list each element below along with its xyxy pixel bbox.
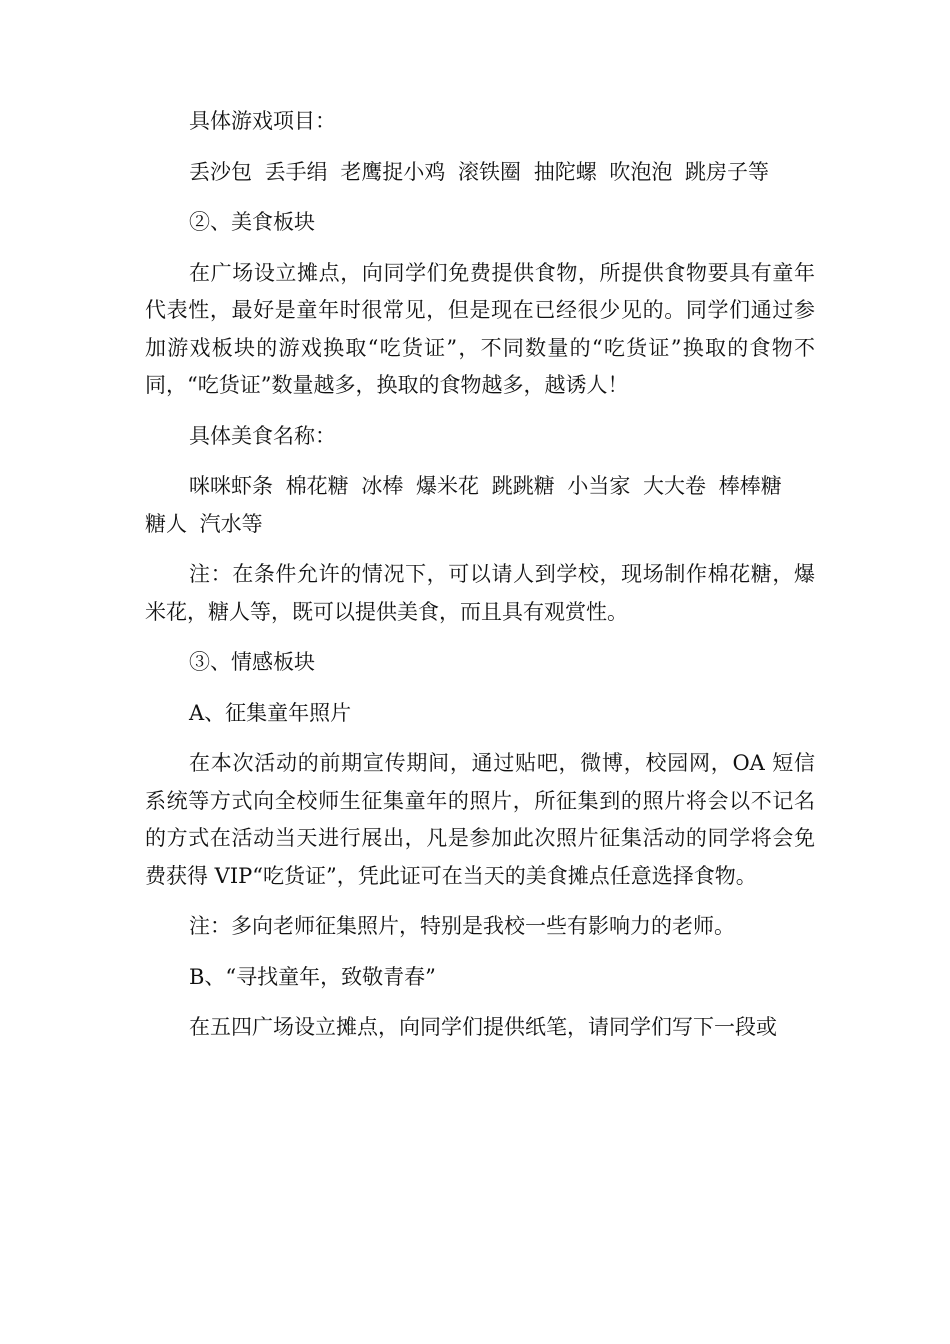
emotion-section-heading: ③、情感板块 — [189, 650, 315, 674]
youth-tribute-heading: B、“寻找童年，致敬青春” — [189, 964, 436, 989]
photo-collection-heading: A、征集童年照片 — [189, 700, 352, 725]
food-items-list: 咪咪虾条 棉花糖 冰棒 爆米花 跳跳糖 小当家 大大卷 棒棒糖 糖人 汽水等 — [145, 474, 782, 536]
game-items-heading: 具体游戏项目： — [189, 109, 336, 133]
game-items-list: 丢沙包 丢手绢 老鹰捉小鸡 滚铁圈 抽陀螺 吹泡泡 跳房子等 — [189, 159, 770, 184]
photo-collection-description: 在本次活动的前期宣传期间，通过贴吧，微博，校园网，OA 短信系统等方式向全校师生征集童年的照片，所征集到的照片将会以不记名的方式在活动当天进行展出，凡是参加此次照片征集活动的同学将会免费获得 VIP“吃货证”，凭此证可在当天的美食摊点任意选择食物。 — [145, 751, 815, 888]
food-items-heading: 具体美食名称： — [189, 423, 336, 448]
photo-collection-note: 注：多向老师征集照片，特别是我校一些有影响力的老师。 — [189, 914, 735, 938]
food-section-heading: ②、美食板块 — [189, 210, 315, 234]
food-section-description: 在广场设立摊点，向同学们免费提供食物，所提供食物要具有童年代表性，最好是童年时很常见，但是现在已经很少见的。同学们通过参加游戏板块的游戏换取“吃货证”，不同数量的“吃货证”换取的食物不同，“吃货证”数量越多，换取的食物越多，越诱人！ — [145, 260, 815, 397]
food-note: 注：在条件允许的情况下，可以请人到学校，现场制作棉花糖，爆米花，糖人等，既可以提供美食，而且具有观赏性。 — [145, 562, 815, 624]
youth-tribute-description: 在五四广场设立摊点，向同学们提供纸笔，请同学们写下一段或 — [189, 1015, 777, 1039]
document-body — [145, 103, 815, 1060]
